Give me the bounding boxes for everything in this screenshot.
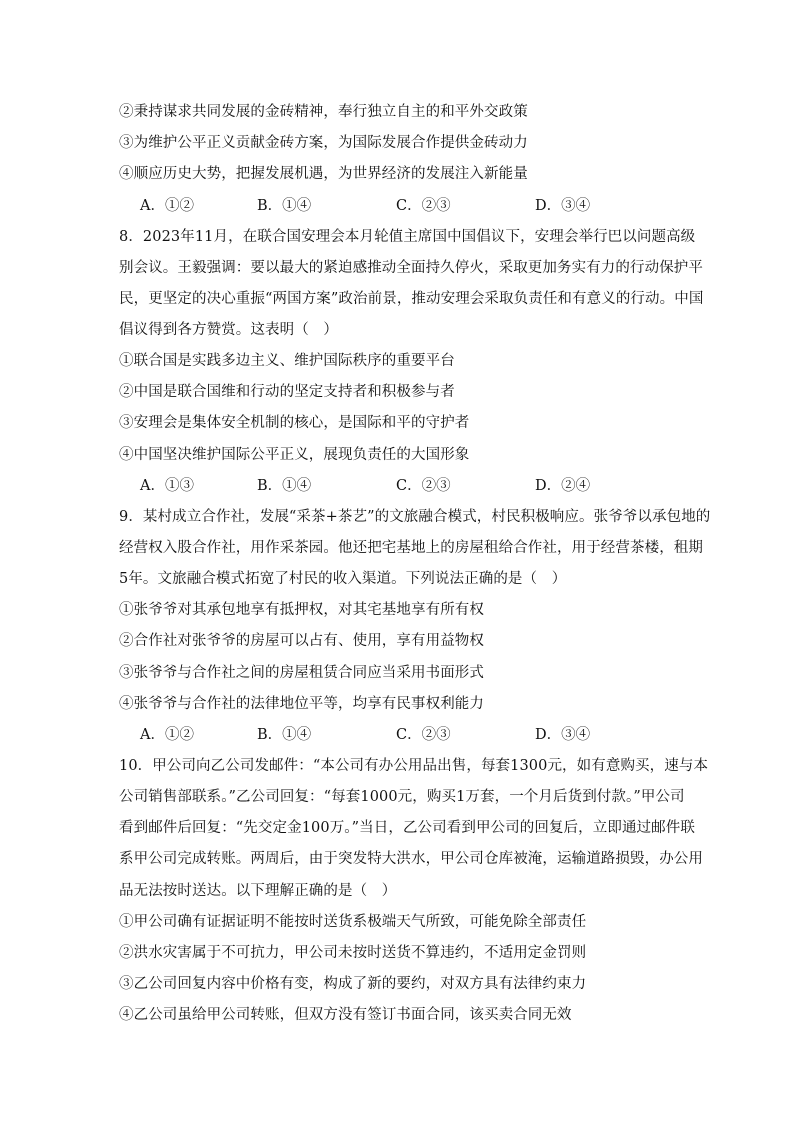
q8-option-a[interactable]: A．①③ <box>140 478 194 494</box>
q9-stem-line-3: 5年。文旅融合模式拓宽了村民的收入渠道。下列说法正确的是（ ） <box>119 571 567 587</box>
q7-option-a[interactable]: A．①② <box>140 198 194 214</box>
q8-item-1: ①联合国是实践多边主义、维护国际秩序的重要平台 <box>119 353 455 369</box>
q8-item-4: ④中国坚决维护国际公平正义，展现负责任的大国形象 <box>119 447 470 463</box>
q10-item-3: ③乙公司回复内容中价格有变，构成了新的要约，对双方具有法律约束力 <box>119 976 587 992</box>
q8-stem-line-2: 别会议。王毅强调：要以最大的紧迫感推动全面持久停火，采取更加务实有力的行动保护平 <box>119 260 703 276</box>
q9-item-2: ②合作社对张爷爷的房屋可以占有、使用，享有用益物权 <box>119 633 484 649</box>
q9-item-4: ④张爷爷与合作社的法律地位平等，均享有民事权利能力 <box>119 696 484 712</box>
q9-item-3: ③张爷爷与合作社之间的房屋租赁合同应当采用书面形式 <box>119 665 484 681</box>
q10-item-1: ①甲公司确有证据证明不能按时送货系极端天气所致，可能免除全部责任 <box>119 914 587 930</box>
q10-stem-line-1: 10．甲公司向乙公司发邮件：“本公司有办公用品出售，每套1300元，如有意购买，速与本 <box>119 758 709 774</box>
q9-option-d[interactable]: D．③④ <box>535 727 591 743</box>
q9-option-b[interactable]: B．①④ <box>257 727 312 743</box>
q10-item-4: ④乙公司虽给甲公司转账，但双方没有签订书面合同，该买卖合同无效 <box>119 1007 572 1023</box>
q10-stem-line-5: 品无法按时送达。以下理解正确的是（ ） <box>119 883 397 899</box>
q9-option-c[interactable]: C．②③ <box>396 727 451 743</box>
q7-option-d[interactable]: D．③④ <box>535 198 591 214</box>
q7-item-3: ③为维护公平正义贡献金砖方案，为国际发展合作提供金砖动力 <box>119 135 528 151</box>
q7-option-b[interactable]: B．①④ <box>257 198 312 214</box>
q7-item-4: ④顺应历史大势，把握发展机遇，为世界经济的发展注入新能量 <box>119 166 528 182</box>
q8-stem-line-4: 倡议得到各方赞赏。这表明（ ） <box>119 322 338 338</box>
q9-stem-line-2: 经营权入股合作社，用作采茶园。他还把宅基地上的房屋租给合作社，用于经营茶楼，租期 <box>119 540 703 556</box>
q10-item-2: ②洪水灾害属于不可抗力，甲公司未按时送货不算违约，不适用定金罚则 <box>119 945 587 961</box>
q8-stem-line-1: 8．2023年11月，在联合国安理会本月轮值主席国中国倡议下，安理会举行巴以问题高级 <box>119 229 696 245</box>
q8-option-c[interactable]: C．②③ <box>396 478 451 494</box>
q9-item-1: ①张爷爷对其承包地享有抵押权，对其宅基地享有所有权 <box>119 602 484 618</box>
q7-option-c[interactable]: C．②③ <box>396 198 451 214</box>
q9-stem-line-1: 9．某村成立合作社，发展“采茶+茶艺”的文旅融合模式，村民积极响应。张爷爷以承包地的 <box>119 509 711 525</box>
q10-stem-line-2: 公司销售部联系。”乙公司回复：“每套1000元，购买1万套，一个月后货到付款。”甲公司 <box>119 789 685 805</box>
q9-option-a[interactable]: A．①② <box>140 727 194 743</box>
q8-option-b[interactable]: B．①④ <box>257 478 312 494</box>
q7-item-2: ②秉持谋求共同发展的金砖精神，奉行独立自主的和平外交政策 <box>119 104 528 120</box>
q8-item-2: ②中国是联合国维和行动的坚定支持者和积极参与者 <box>119 384 455 400</box>
q8-item-3: ③安理会是集体安全机制的核心，是国际和平的守护者 <box>119 415 470 431</box>
q10-stem-line-3: 看到邮件后回复：“先交定金100万。”当日，乙公司看到甲公司的回复后，立即通过邮件联 <box>119 820 695 836</box>
q8-stem-line-3: 民，更坚定的决心重振“两国方案”政治前景，推动安理会采取负责任和有意义的行动。中国 <box>119 291 704 307</box>
q10-stem-line-4: 系甲公司完成转账。两周后，由于突发特大洪水，甲公司仓库被淹，运输道路损毁，办公用 <box>119 851 703 867</box>
q8-option-d[interactable]: D．②④ <box>535 478 591 494</box>
